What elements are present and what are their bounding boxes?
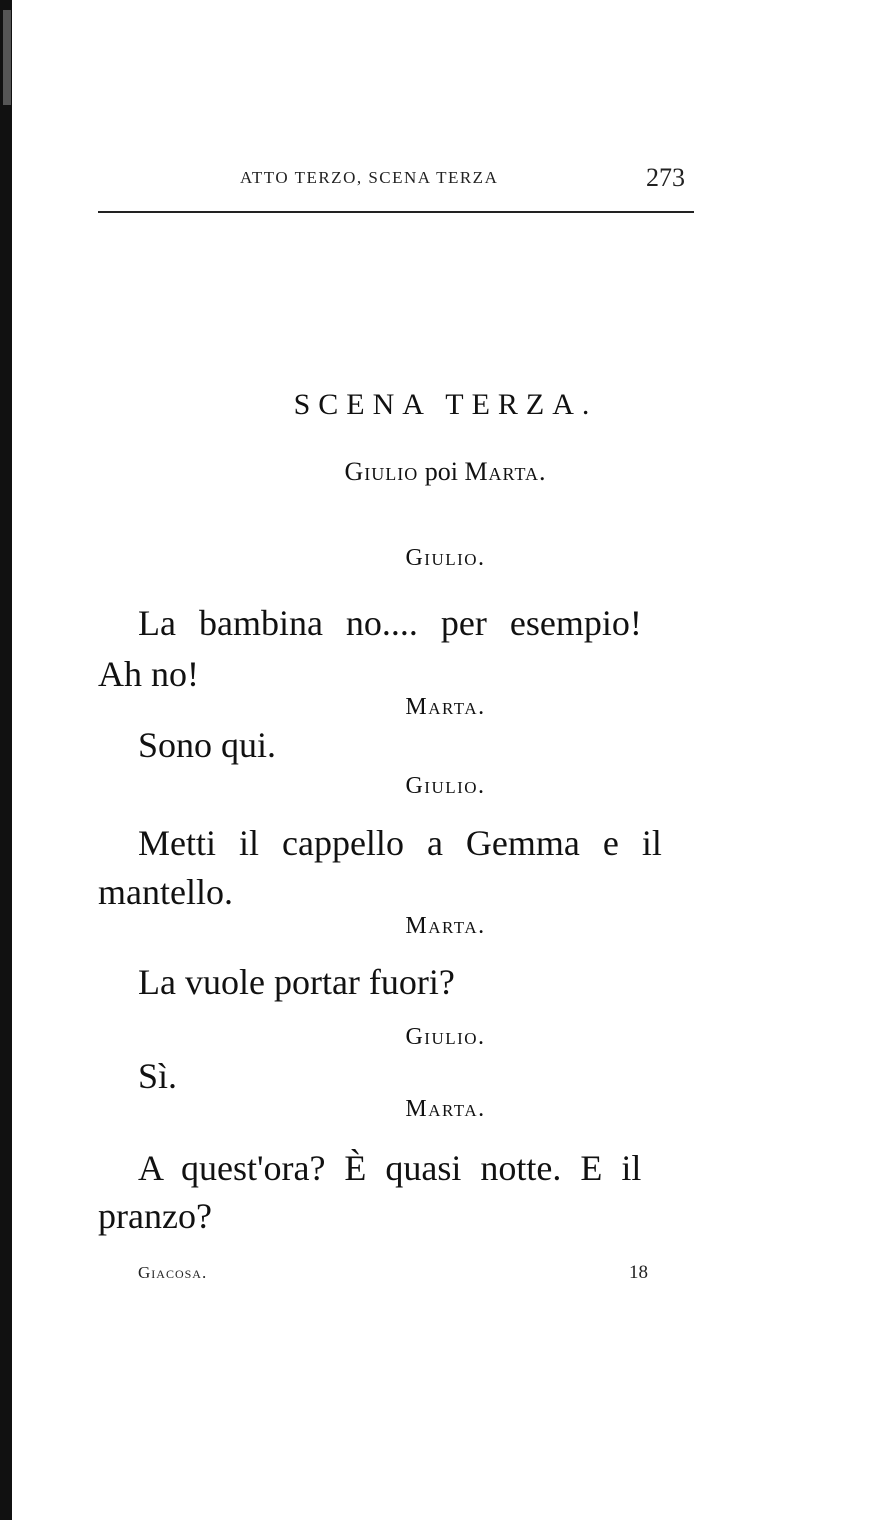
- dialogue-line: Sì.: [138, 1056, 178, 1096]
- dialogue-line: Sono qui.: [138, 725, 277, 765]
- header-rule: [98, 211, 694, 213]
- speaker-label: Marta.: [405, 1096, 486, 1122]
- dialogue-line: A quest'ora? È quasi notte. E il: [138, 1148, 642, 1188]
- binding-notch: [3, 10, 11, 105]
- dialogue-line: pranzo?: [98, 1196, 212, 1236]
- scene-title: SCENA TERZA.: [293, 388, 598, 421]
- cast-connector: poi: [424, 457, 458, 486]
- dialogue-line: mantello.: [98, 872, 233, 912]
- speaker-label: Giulio.: [405, 1024, 486, 1050]
- cast-list: [0, 457, 881, 487]
- signature-name: Giacosa.: [138, 1263, 208, 1282]
- signature-mark: 18: [629, 1262, 648, 1283]
- dialogue-line: Ah no!: [98, 654, 199, 694]
- speaker-label: Giulio.: [405, 545, 486, 571]
- speaker-label: Marta.: [405, 913, 486, 939]
- cast-marta: Marta.: [464, 457, 547, 486]
- footer-signature: [138, 1263, 207, 1283]
- dialogue-line: La vuole portar fuori?: [138, 962, 455, 1002]
- binding-edge: [0, 0, 12, 1520]
- speaker-label: Giulio.: [405, 773, 486, 799]
- running-title: ATTO TERZO, SCENA TERZA: [240, 168, 499, 187]
- dialogue-line: La bambina no.... per esempio!: [138, 603, 642, 643]
- cast-giulio: Giulio: [344, 457, 419, 486]
- dialogue-line: Metti il cappello a Gemma e il: [138, 823, 662, 863]
- speaker-label: Marta.: [405, 694, 486, 720]
- page-number: 273: [646, 163, 685, 192]
